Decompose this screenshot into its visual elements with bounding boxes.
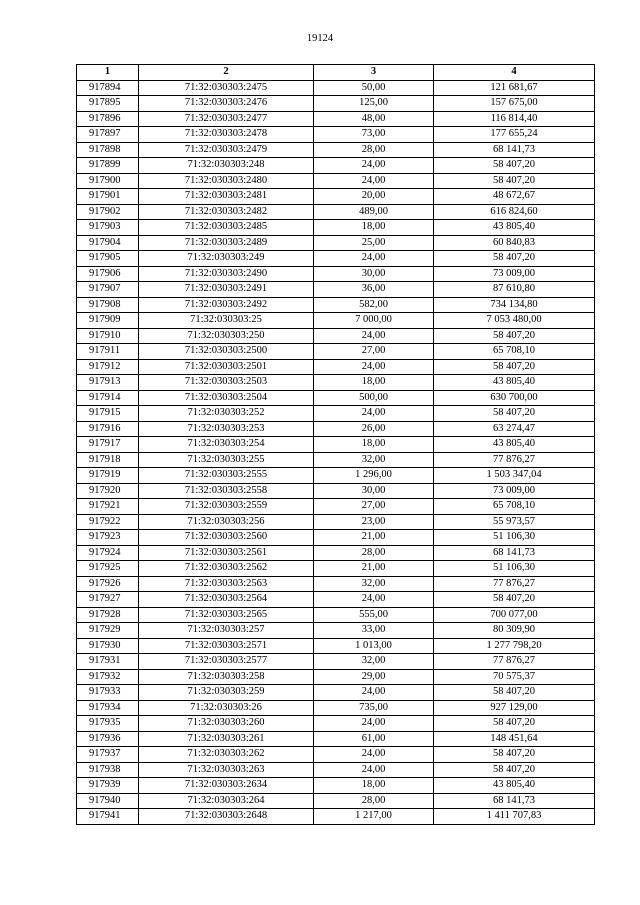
area-value-cell: 24,00 [314, 328, 434, 344]
cost-value-cell: 60 840,83 [434, 235, 595, 251]
cadastral-number-cell: 71:32:030303:2485 [139, 220, 314, 236]
table-row [77, 654, 595, 670]
column-header-3: 3 [314, 65, 434, 81]
area-value-cell: 24,00 [314, 716, 434, 732]
area-value-cell: 24,00 [314, 762, 434, 778]
area-value-cell: 582,00 [314, 297, 434, 313]
area-value-cell: 27,00 [314, 499, 434, 515]
row-number-cell: 917928 [77, 607, 139, 623]
cost-value-cell: 77 876,27 [434, 452, 595, 468]
area-value-cell: 27,00 [314, 344, 434, 360]
cost-value-cell: 43 805,40 [434, 778, 595, 794]
area-value-cell: 48,00 [314, 111, 434, 127]
table-row [77, 592, 595, 608]
area-value-cell: 73,00 [314, 127, 434, 143]
row-number-cell: 917897 [77, 127, 139, 143]
area-value-cell: 24,00 [314, 158, 434, 174]
table-row [77, 452, 595, 468]
cost-value-cell: 7 053 480,00 [434, 313, 595, 329]
row-number-cell: 917898 [77, 142, 139, 158]
row-number-cell: 917911 [77, 344, 139, 360]
cadastral-number-cell: 71:32:030303:257 [139, 623, 314, 639]
area-value-cell: 20,00 [314, 189, 434, 205]
row-number-cell: 917927 [77, 592, 139, 608]
cadastral-number-cell: 71:32:030303:248 [139, 158, 314, 174]
area-value-cell: 28,00 [314, 545, 434, 561]
cadastral-number-cell: 71:32:030303:2565 [139, 607, 314, 623]
cost-value-cell: 1 277 798,20 [434, 638, 595, 654]
cadastral-number-cell: 71:32:030303:258 [139, 669, 314, 685]
cost-value-cell: 58 407,20 [434, 251, 595, 267]
data-table [76, 64, 595, 825]
table-row [77, 328, 595, 344]
table-row [77, 158, 595, 174]
table-row [77, 483, 595, 499]
page-number: 19124 [306, 33, 334, 44]
cost-value-cell: 116 814,40 [434, 111, 595, 127]
cadastral-number-cell: 71:32:030303:249 [139, 251, 314, 267]
area-value-cell: 23,00 [314, 514, 434, 530]
cadastral-number-cell: 71:32:030303:25 [139, 313, 314, 329]
area-value-cell: 21,00 [314, 530, 434, 546]
area-value-cell: 24,00 [314, 592, 434, 608]
area-value-cell: 21,00 [314, 561, 434, 577]
cadastral-number-cell: 71:32:030303:2475 [139, 80, 314, 96]
table-row [77, 266, 595, 282]
row-number-cell: 917939 [77, 778, 139, 794]
cadastral-number-cell: 71:32:030303:2563 [139, 576, 314, 592]
area-value-cell: 24,00 [314, 359, 434, 375]
row-number-cell: 917912 [77, 359, 139, 375]
area-value-cell: 555,00 [314, 607, 434, 623]
table-row [77, 390, 595, 406]
cadastral-number-cell: 71:32:030303:2555 [139, 468, 314, 484]
row-number-cell: 917937 [77, 747, 139, 763]
cadastral-number-cell: 71:32:030303:2479 [139, 142, 314, 158]
table-row [77, 623, 595, 639]
cost-value-cell: 43 805,40 [434, 220, 595, 236]
area-value-cell: 32,00 [314, 654, 434, 670]
table-row [77, 220, 595, 236]
row-number-cell: 917924 [77, 545, 139, 561]
row-number-cell: 917906 [77, 266, 139, 282]
area-value-cell: 29,00 [314, 669, 434, 685]
area-value-cell: 30,00 [314, 266, 434, 282]
cost-value-cell: 157 675,00 [434, 96, 595, 112]
cost-value-cell: 58 407,20 [434, 762, 595, 778]
cost-value-cell: 58 407,20 [434, 747, 595, 763]
cost-value-cell: 616 824,60 [434, 204, 595, 220]
cadastral-number-cell: 71:32:030303:2559 [139, 499, 314, 515]
table-row [77, 468, 595, 484]
cadastral-number-cell: 71:32:030303:261 [139, 731, 314, 747]
cadastral-number-cell: 71:32:030303:2564 [139, 592, 314, 608]
cadastral-number-cell: 71:32:030303:2480 [139, 173, 314, 189]
table-header-row [77, 65, 595, 81]
cadastral-number-cell: 71:32:030303:2558 [139, 483, 314, 499]
area-value-cell: 1 296,00 [314, 468, 434, 484]
row-number-cell: 917931 [77, 654, 139, 670]
row-number-cell: 917932 [77, 669, 139, 685]
row-number-cell: 917915 [77, 406, 139, 422]
cost-value-cell: 43 805,40 [434, 375, 595, 391]
column-header-2: 2 [139, 65, 314, 81]
row-number-cell: 917902 [77, 204, 139, 220]
area-value-cell: 18,00 [314, 778, 434, 794]
table-row [77, 545, 595, 561]
cost-value-cell: 70 575,37 [434, 669, 595, 685]
row-number-cell: 917921 [77, 499, 139, 515]
cost-value-cell: 630 700,00 [434, 390, 595, 406]
cost-value-cell: 58 407,20 [434, 592, 595, 608]
area-value-cell: 28,00 [314, 793, 434, 809]
cost-value-cell: 58 407,20 [434, 406, 595, 422]
table-row [77, 685, 595, 701]
table-row [77, 96, 595, 112]
cadastral-number-cell: 71:32:030303:260 [139, 716, 314, 732]
cadastral-number-cell: 71:32:030303:264 [139, 793, 314, 809]
row-number-cell: 917913 [77, 375, 139, 391]
cadastral-number-cell: 71:32:030303:255 [139, 452, 314, 468]
cost-value-cell: 65 708,10 [434, 344, 595, 360]
area-value-cell: 489,00 [314, 204, 434, 220]
row-number-cell: 917926 [77, 576, 139, 592]
cost-value-cell: 58 407,20 [434, 173, 595, 189]
row-number-cell: 917938 [77, 762, 139, 778]
table-row [77, 297, 595, 313]
area-value-cell: 32,00 [314, 452, 434, 468]
cadastral-number-cell: 71:32:030303:2490 [139, 266, 314, 282]
cost-value-cell: 58 407,20 [434, 716, 595, 732]
row-number-cell: 917922 [77, 514, 139, 530]
table-row [77, 747, 595, 763]
cost-value-cell: 55 973,57 [434, 514, 595, 530]
table-row [77, 638, 595, 654]
cost-value-cell: 58 407,20 [434, 685, 595, 701]
area-value-cell: 500,00 [314, 390, 434, 406]
table-row [77, 762, 595, 778]
cost-value-cell: 43 805,40 [434, 437, 595, 453]
row-number-cell: 917934 [77, 700, 139, 716]
cadastral-number-cell: 71:32:030303:2500 [139, 344, 314, 360]
cost-value-cell: 700 077,00 [434, 607, 595, 623]
cost-value-cell: 148 451,64 [434, 731, 595, 747]
area-value-cell: 24,00 [314, 747, 434, 763]
table-row [77, 359, 595, 375]
cadastral-number-cell: 71:32:030303:2634 [139, 778, 314, 794]
area-value-cell: 735,00 [314, 700, 434, 716]
row-number-cell: 917920 [77, 483, 139, 499]
row-number-cell: 917908 [77, 297, 139, 313]
row-number-cell: 917925 [77, 561, 139, 577]
cadastral-number-cell: 71:32:030303:26 [139, 700, 314, 716]
table-row [77, 189, 595, 205]
area-value-cell: 61,00 [314, 731, 434, 747]
cost-value-cell: 73 009,00 [434, 266, 595, 282]
cadastral-number-cell: 71:32:030303:2648 [139, 809, 314, 825]
row-number-cell: 917909 [77, 313, 139, 329]
table-row [77, 375, 595, 391]
column-header-4: 4 [434, 65, 595, 81]
area-value-cell: 18,00 [314, 220, 434, 236]
area-value-cell: 18,00 [314, 437, 434, 453]
area-value-cell: 30,00 [314, 483, 434, 499]
table-row [77, 344, 595, 360]
cost-value-cell: 48 672,67 [434, 189, 595, 205]
table-row [77, 561, 595, 577]
table-row [77, 437, 595, 453]
row-number-cell: 917904 [77, 235, 139, 251]
row-number-cell: 917935 [77, 716, 139, 732]
table-row [77, 809, 595, 825]
row-number-cell: 917917 [77, 437, 139, 453]
table-row [77, 530, 595, 546]
cadastral-number-cell: 71:32:030303:2482 [139, 204, 314, 220]
cadastral-number-cell: 71:32:030303:2571 [139, 638, 314, 654]
cadastral-number-cell: 71:32:030303:2577 [139, 654, 314, 670]
row-number-cell: 917930 [77, 638, 139, 654]
area-value-cell: 32,00 [314, 576, 434, 592]
row-number-cell: 917894 [77, 80, 139, 96]
area-value-cell: 36,00 [314, 282, 434, 298]
cost-value-cell: 68 141,73 [434, 793, 595, 809]
cost-value-cell: 63 274,47 [434, 421, 595, 437]
row-number-cell: 917900 [77, 173, 139, 189]
table-row [77, 716, 595, 732]
row-number-cell: 917940 [77, 793, 139, 809]
cost-value-cell: 68 141,73 [434, 545, 595, 561]
row-number-cell: 917903 [77, 220, 139, 236]
cadastral-number-cell: 71:32:030303:2560 [139, 530, 314, 546]
cadastral-number-cell: 71:32:030303:262 [139, 747, 314, 763]
row-number-cell: 917941 [77, 809, 139, 825]
row-number-cell: 917933 [77, 685, 139, 701]
row-number-cell: 917936 [77, 731, 139, 747]
area-value-cell: 24,00 [314, 406, 434, 422]
area-value-cell: 24,00 [314, 685, 434, 701]
column-header-1: 1 [77, 65, 139, 81]
cost-value-cell: 73 009,00 [434, 483, 595, 499]
row-number-cell: 917918 [77, 452, 139, 468]
table-row [77, 235, 595, 251]
cadastral-number-cell: 71:32:030303:2503 [139, 375, 314, 391]
cadastral-number-cell: 71:32:030303:2489 [139, 235, 314, 251]
table-row [77, 111, 595, 127]
row-number-cell: 917916 [77, 421, 139, 437]
cost-value-cell: 51 106,30 [434, 561, 595, 577]
table-row [77, 669, 595, 685]
area-value-cell: 1 013,00 [314, 638, 434, 654]
cadastral-number-cell: 71:32:030303:254 [139, 437, 314, 453]
cost-value-cell: 68 141,73 [434, 142, 595, 158]
cost-value-cell: 1 411 707,83 [434, 809, 595, 825]
row-number-cell: 917899 [77, 158, 139, 174]
cadastral-number-cell: 71:32:030303:250 [139, 328, 314, 344]
cost-value-cell: 87 610,80 [434, 282, 595, 298]
area-value-cell: 33,00 [314, 623, 434, 639]
table-row [77, 421, 595, 437]
cost-value-cell: 58 407,20 [434, 359, 595, 375]
cadastral-number-cell: 71:32:030303:252 [139, 406, 314, 422]
table-row [77, 778, 595, 794]
cadastral-number-cell: 71:32:030303:253 [139, 421, 314, 437]
table-row [77, 499, 595, 515]
table-row [77, 204, 595, 220]
area-value-cell: 24,00 [314, 251, 434, 267]
area-value-cell: 25,00 [314, 235, 434, 251]
area-value-cell: 24,00 [314, 173, 434, 189]
row-number-cell: 917923 [77, 530, 139, 546]
cost-value-cell: 121 681,67 [434, 80, 595, 96]
cadastral-number-cell: 71:32:030303:2562 [139, 561, 314, 577]
cost-value-cell: 58 407,20 [434, 328, 595, 344]
cost-value-cell: 77 876,27 [434, 654, 595, 670]
table-row [77, 406, 595, 422]
area-value-cell: 125,00 [314, 96, 434, 112]
row-number-cell: 917914 [77, 390, 139, 406]
cost-value-cell: 734 134,80 [434, 297, 595, 313]
area-value-cell: 18,00 [314, 375, 434, 391]
table-row [77, 731, 595, 747]
table-row [77, 700, 595, 716]
row-number-cell: 917896 [77, 111, 139, 127]
row-number-cell: 917910 [77, 328, 139, 344]
table-row [77, 142, 595, 158]
cadastral-number-cell: 71:32:030303:263 [139, 762, 314, 778]
cadastral-number-cell: 71:32:030303:2478 [139, 127, 314, 143]
area-value-cell: 7 000,00 [314, 313, 434, 329]
cadastral-number-cell: 71:32:030303:2492 [139, 297, 314, 313]
table-row [77, 514, 595, 530]
table-row [77, 313, 595, 329]
cadastral-number-cell: 71:32:030303:2481 [139, 189, 314, 205]
area-value-cell: 1 217,00 [314, 809, 434, 825]
cost-value-cell: 51 106,30 [434, 530, 595, 546]
row-number-cell: 917907 [77, 282, 139, 298]
area-value-cell: 26,00 [314, 421, 434, 437]
cadastral-number-cell: 71:32:030303:2501 [139, 359, 314, 375]
row-number-cell: 917905 [77, 251, 139, 267]
table-row [77, 173, 595, 189]
table-body [77, 80, 595, 824]
table-row [77, 793, 595, 809]
cadastral-number-cell: 71:32:030303:2491 [139, 282, 314, 298]
cost-value-cell: 927 129,00 [434, 700, 595, 716]
table-row [77, 80, 595, 96]
cost-value-cell: 1 503 347,04 [434, 468, 595, 484]
cost-value-cell: 65 708,10 [434, 499, 595, 515]
cadastral-number-cell: 71:32:030303:2561 [139, 545, 314, 561]
cadastral-number-cell: 71:32:030303:2504 [139, 390, 314, 406]
cadastral-number-cell: 71:32:030303:259 [139, 685, 314, 701]
row-number-cell: 917919 [77, 468, 139, 484]
area-value-cell: 50,00 [314, 80, 434, 96]
area-value-cell: 28,00 [314, 142, 434, 158]
cadastral-number-cell: 71:32:030303:2476 [139, 96, 314, 112]
row-number-cell: 917895 [77, 96, 139, 112]
cost-value-cell: 58 407,20 [434, 158, 595, 174]
cost-value-cell: 177 655,24 [434, 127, 595, 143]
cost-value-cell: 80 309,90 [434, 623, 595, 639]
cadastral-number-cell: 71:32:030303:2477 [139, 111, 314, 127]
row-number-cell: 917901 [77, 189, 139, 205]
table-row [77, 576, 595, 592]
row-number-cell: 917929 [77, 623, 139, 639]
cost-value-cell: 77 876,27 [434, 576, 595, 592]
table-row [77, 127, 595, 143]
table-row [77, 282, 595, 298]
cadastral-number-cell: 71:32:030303:256 [139, 514, 314, 530]
table-row [77, 251, 595, 267]
table-row [77, 607, 595, 623]
